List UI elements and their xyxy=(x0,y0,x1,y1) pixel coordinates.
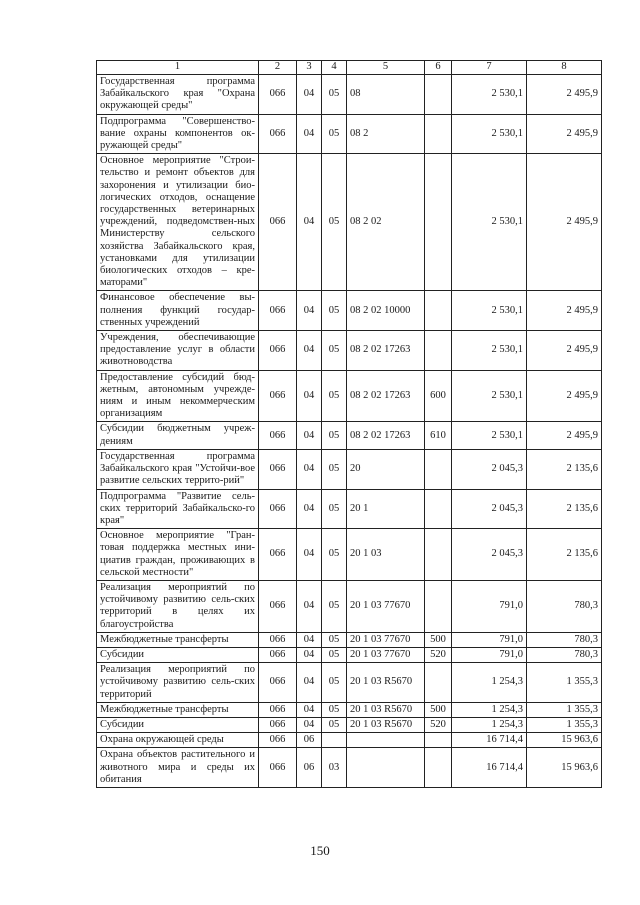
subsection-code-cell: 05 xyxy=(322,449,347,489)
target-article-cell: 08 2 02 17263 xyxy=(347,370,425,422)
table-row xyxy=(97,422,602,449)
ministry-code-cell: 066 xyxy=(259,291,297,331)
section-code-cell: 04 xyxy=(297,529,322,581)
ministry-code-cell: 066 xyxy=(259,75,297,115)
row-name-cell: Субсидии бюджетным учреж-дениям xyxy=(97,422,259,449)
amount-year1-cell: 1 254,3 xyxy=(452,702,527,717)
target-article-cell xyxy=(347,748,425,788)
subsection-code-cell: 05 xyxy=(322,529,347,581)
ministry-code-cell: 066 xyxy=(259,748,297,788)
amount-year2-cell: 1 355,3 xyxy=(527,702,602,717)
header-cell: 7 xyxy=(452,61,527,75)
target-article-cell: 20 1 03 77670 xyxy=(347,647,425,662)
ministry-code-cell: 066 xyxy=(259,422,297,449)
target-article-cell: 08 2 xyxy=(347,114,425,154)
amount-year1-cell: 1 254,3 xyxy=(452,663,527,703)
expense-type-cell xyxy=(425,580,452,632)
amount-year2-cell: 2 495,9 xyxy=(527,422,602,449)
expense-type-cell xyxy=(425,663,452,703)
section-code-cell: 06 xyxy=(297,748,322,788)
row-name-cell: Межбюджетные трансферты xyxy=(97,632,259,647)
amount-year1-cell: 791,0 xyxy=(452,632,527,647)
amount-year1-cell: 2 045,3 xyxy=(452,489,527,529)
section-code-cell: 04 xyxy=(297,717,322,732)
ministry-code-cell: 066 xyxy=(259,114,297,154)
section-code-cell: 04 xyxy=(297,291,322,331)
expense-type-cell: 500 xyxy=(425,632,452,647)
page-number: 150 xyxy=(310,843,330,858)
amount-year2-cell: 780,3 xyxy=(527,580,602,632)
table-row xyxy=(97,370,602,422)
section-code-cell: 04 xyxy=(297,647,322,662)
expense-type-cell xyxy=(425,75,452,115)
header-cell: 5 xyxy=(347,61,425,75)
target-article-cell: 20 1 03 R5670 xyxy=(347,663,425,703)
expense-type-cell xyxy=(425,733,452,748)
subsection-code-cell: 05 xyxy=(322,647,347,662)
section-code-cell: 04 xyxy=(297,114,322,154)
section-code-cell: 04 xyxy=(297,449,322,489)
target-article-cell: 20 1 xyxy=(347,489,425,529)
row-name-cell: Основное мероприятие "Строи-тельство и ремонт объектов для захоронения и утилизации био-логических отходов, оснащение государственных ветеринарных учреждений, подведомствен-ных Министерству сельского хозяйства Забайкальского края, установками для утилизации биологических отходов – кре-маторами" xyxy=(97,154,259,291)
amount-year2-cell: 2 135,6 xyxy=(527,529,602,581)
section-code-cell: 04 xyxy=(297,489,322,529)
subsection-code-cell xyxy=(322,733,347,748)
target-article-cell: 08 xyxy=(347,75,425,115)
table-row xyxy=(97,702,602,717)
section-code-cell: 04 xyxy=(297,702,322,717)
amount-year1-cell: 2 530,1 xyxy=(452,75,527,115)
subsection-code-cell: 05 xyxy=(322,489,347,529)
table-row xyxy=(97,291,602,331)
amount-year2-cell: 2 495,9 xyxy=(527,114,602,154)
amount-year1-cell: 2 045,3 xyxy=(452,449,527,489)
target-article-cell: 20 1 03 R5670 xyxy=(347,717,425,732)
target-article-cell: 08 2 02 17263 xyxy=(347,331,425,371)
section-code-cell: 06 xyxy=(297,733,322,748)
table-body xyxy=(97,75,602,788)
amount-year1-cell: 2 530,1 xyxy=(452,331,527,371)
table-row xyxy=(97,449,602,489)
amount-year1-cell: 1 254,3 xyxy=(452,717,527,732)
amount-year1-cell: 2 530,1 xyxy=(452,370,527,422)
subsection-code-cell: 05 xyxy=(322,717,347,732)
table-row xyxy=(97,632,602,647)
amount-year1-cell: 2 045,3 xyxy=(452,529,527,581)
ministry-code-cell: 066 xyxy=(259,702,297,717)
ministry-code-cell: 066 xyxy=(259,489,297,529)
table-row xyxy=(97,331,602,371)
amount-year2-cell: 15 963,6 xyxy=(527,748,602,788)
amount-year2-cell: 2 495,9 xyxy=(527,331,602,371)
row-name-cell: Охрана объектов растительного и животного мира и среды их обитания xyxy=(97,748,259,788)
amount-year2-cell: 1 355,3 xyxy=(527,717,602,732)
target-article-cell: 20 1 03 77670 xyxy=(347,580,425,632)
amount-year2-cell: 2 135,6 xyxy=(527,449,602,489)
amount-year1-cell: 2 530,1 xyxy=(452,114,527,154)
amount-year2-cell: 780,3 xyxy=(527,632,602,647)
expense-type-cell xyxy=(425,748,452,788)
ministry-code-cell: 066 xyxy=(259,580,297,632)
subsection-code-cell: 05 xyxy=(322,580,347,632)
target-article-cell: 08 2 02 10000 xyxy=(347,291,425,331)
header-cell: 6 xyxy=(425,61,452,75)
row-name-cell: Субсидии xyxy=(97,717,259,732)
section-code-cell: 04 xyxy=(297,632,322,647)
table-row xyxy=(97,489,602,529)
header-cell: 4 xyxy=(322,61,347,75)
table-row xyxy=(97,733,602,748)
expense-type-cell xyxy=(425,154,452,291)
ministry-code-cell: 066 xyxy=(259,449,297,489)
row-name-cell: Основное мероприятие "Гран-товая поддержка местных ини-циатив граждан, проживающих в сельской местности" xyxy=(97,529,259,581)
expense-type-cell: 600 xyxy=(425,370,452,422)
amount-year1-cell: 16 714,4 xyxy=(452,733,527,748)
amount-year2-cell: 2 495,9 xyxy=(527,154,602,291)
ministry-code-cell: 066 xyxy=(259,717,297,732)
amount-year2-cell: 2 135,6 xyxy=(527,489,602,529)
target-article-cell: 20 1 03 77670 xyxy=(347,632,425,647)
section-code-cell: 04 xyxy=(297,663,322,703)
section-code-cell: 04 xyxy=(297,370,322,422)
ministry-code-cell: 066 xyxy=(259,529,297,581)
header-cell: 3 xyxy=(297,61,322,75)
row-name-cell: Межбюджетные трансферты xyxy=(97,702,259,717)
expense-type-cell: 610 xyxy=(425,422,452,449)
ministry-code-cell: 066 xyxy=(259,370,297,422)
expense-type-cell: 520 xyxy=(425,647,452,662)
amount-year1-cell: 2 530,1 xyxy=(452,422,527,449)
expense-type-cell: 520 xyxy=(425,717,452,732)
subsection-code-cell: 05 xyxy=(322,291,347,331)
amount-year1-cell: 791,0 xyxy=(452,580,527,632)
budget-table-container xyxy=(96,60,601,788)
table-row xyxy=(97,663,602,703)
ministry-code-cell: 066 xyxy=(259,647,297,662)
target-article-cell: 20 1 03 xyxy=(347,529,425,581)
section-code-cell: 04 xyxy=(297,422,322,449)
expense-type-cell xyxy=(425,449,452,489)
target-article-cell: 20 xyxy=(347,449,425,489)
amount-year2-cell: 2 495,9 xyxy=(527,75,602,115)
subsection-code-cell: 05 xyxy=(322,370,347,422)
amount-year1-cell: 791,0 xyxy=(452,647,527,662)
ministry-code-cell: 066 xyxy=(259,331,297,371)
row-name-cell: Государственная программа Забайкальского края "Устойчи-вое развитие сельских террито-рий" xyxy=(97,449,259,489)
target-article-cell xyxy=(347,733,425,748)
ministry-code-cell: 066 xyxy=(259,632,297,647)
row-name-cell: Реализация мероприятий по устойчивому развитию сель-ских территорий xyxy=(97,663,259,703)
subsection-code-cell: 03 xyxy=(322,748,347,788)
amount-year1-cell: 16 714,4 xyxy=(452,748,527,788)
section-code-cell: 04 xyxy=(297,580,322,632)
header-cell: 8 xyxy=(527,61,602,75)
subsection-code-cell: 05 xyxy=(322,663,347,703)
row-name-cell: Финансовое обеспечение вы-полнения функций государ-ственных учреждений xyxy=(97,291,259,331)
header-row xyxy=(97,61,602,75)
section-code-cell: 04 xyxy=(297,331,322,371)
amount-year1-cell: 2 530,1 xyxy=(452,291,527,331)
table-row xyxy=(97,114,602,154)
ministry-code-cell: 066 xyxy=(259,733,297,748)
subsection-code-cell: 05 xyxy=(322,114,347,154)
table-row xyxy=(97,580,602,632)
expense-type-cell xyxy=(425,489,452,529)
expense-type-cell xyxy=(425,331,452,371)
table-row xyxy=(97,75,602,115)
table-row xyxy=(97,647,602,662)
amount-year1-cell: 2 530,1 xyxy=(452,154,527,291)
expense-type-cell xyxy=(425,114,452,154)
row-name-cell: Государственная программа Забайкальского края "Охрана окружающей среды" xyxy=(97,75,259,115)
amount-year2-cell: 15 963,6 xyxy=(527,733,602,748)
amount-year2-cell: 2 495,9 xyxy=(527,291,602,331)
expense-type-cell xyxy=(425,529,452,581)
subsection-code-cell: 05 xyxy=(322,702,347,717)
section-code-cell: 04 xyxy=(297,154,322,291)
row-name-cell: Учреждения, обеспечивающие предоставление услуг в области животноводства xyxy=(97,331,259,371)
target-article-cell: 08 2 02 17263 xyxy=(347,422,425,449)
subsection-code-cell: 05 xyxy=(322,331,347,371)
row-name-cell: Подпрограмма "Развитие сель-ских территорий Забайкальско-го края" xyxy=(97,489,259,529)
row-name-cell: Подпрограмма "Совершенство-вание охраны компонентов ок-ружающей среды" xyxy=(97,114,259,154)
subsection-code-cell: 05 xyxy=(322,422,347,449)
row-name-cell: Охрана окружающей среды xyxy=(97,733,259,748)
amount-year2-cell: 2 495,9 xyxy=(527,370,602,422)
row-name-cell: Субсидии xyxy=(97,647,259,662)
table-row xyxy=(97,154,602,291)
subsection-code-cell: 05 xyxy=(322,75,347,115)
target-article-cell: 20 1 03 R5670 xyxy=(347,702,425,717)
header-cell: 2 xyxy=(259,61,297,75)
section-code-cell: 04 xyxy=(297,75,322,115)
row-name-cell: Реализация мероприятий по устойчивому развитию сель-ских территорий в целях их благоустройства xyxy=(97,580,259,632)
subsection-code-cell: 05 xyxy=(322,632,347,647)
ministry-code-cell: 066 xyxy=(259,154,297,291)
budget-table xyxy=(96,60,602,788)
amount-year2-cell: 1 355,3 xyxy=(527,663,602,703)
expense-type-cell: 500 xyxy=(425,702,452,717)
amount-year2-cell: 780,3 xyxy=(527,647,602,662)
table-row xyxy=(97,717,602,732)
ministry-code-cell: 066 xyxy=(259,663,297,703)
table-row xyxy=(97,748,602,788)
table-row xyxy=(97,529,602,581)
target-article-cell: 08 2 02 xyxy=(347,154,425,291)
header-cell: 1 xyxy=(97,61,259,75)
expense-type-cell xyxy=(425,291,452,331)
subsection-code-cell: 05 xyxy=(322,154,347,291)
row-name-cell: Предоставление субсидий бюд-жетным, автономным учрежде-ниям и иным некоммерческим организациям xyxy=(97,370,259,422)
